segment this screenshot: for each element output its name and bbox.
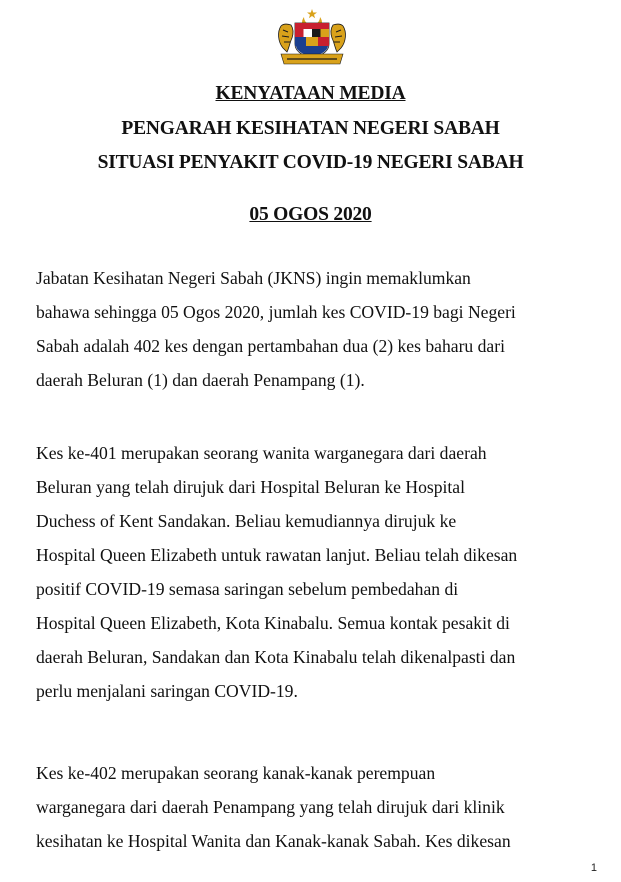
paragraph-line: Hospital Queen Elizabeth, Kota Kinabalu. Semua kontak pesakit di bbox=[36, 613, 510, 633]
paragraph-case-401 bbox=[36, 436, 586, 708]
subject-heading: SITUASI PENYAKIT COVID-19 NEGERI SABAH bbox=[97, 152, 524, 173]
paragraph-line: Beluran yang telah dirujuk dari Hospital Beluran ke Hospital bbox=[36, 477, 465, 497]
paragraph-line: positif COVID-19 semasa saringan sebelum pembedahan di bbox=[36, 579, 459, 599]
paragraph-line: Sabah adalah 402 kes dengan pertambahan dua (2) kes baharu dari bbox=[36, 336, 505, 356]
paragraph-line: Kes ke-402 merupakan seorang kanak-kanak perempuan bbox=[36, 763, 436, 783]
paragraph-line: warganegara dari daerah Penampang yang telah dirujuk dari klinik bbox=[36, 797, 505, 817]
paragraph-line: daerah Beluran, Sandakan dan Kota Kinabalu telah dikenalpasti dan bbox=[36, 647, 516, 667]
issuer-heading: PENGARAH KESIHATAN NEGERI SABAH bbox=[121, 118, 500, 139]
paragraph-case-402 bbox=[36, 756, 586, 858]
malaysia-coat-of-arms-icon bbox=[273, 8, 351, 66]
paragraph-line: kesihatan ke Hospital Wanita dan Kanak-kanak Sabah. Kes dikesan bbox=[36, 831, 511, 851]
paragraph-line: bahawa sehingga 05 Ogos 2020, jumlah kes COVID-19 bagi Negeri bbox=[36, 302, 516, 322]
paragraph-line: daerah Beluran (1) dan daerah Penampang (1). bbox=[36, 370, 365, 390]
paragraph-line: Kes ke-401 merupakan seorang wanita warganegara dari daerah bbox=[36, 443, 487, 463]
paragraph-line: perlu menjalani saringan COVID-19. bbox=[36, 681, 298, 701]
release-date: 05 OGOS 2020 bbox=[249, 204, 372, 225]
paragraph-line: Hospital Queen Elizabeth untuk rawatan lanjut. Beliau telah dikesan bbox=[36, 545, 518, 565]
release-type-heading: KENYATAAN MEDIA bbox=[215, 83, 406, 104]
paragraph-line: Jabatan Kesihatan Negeri Sabah (JKNS) ingin memaklumkan bbox=[36, 268, 471, 288]
paragraph-line: Duchess of Kent Sandakan. Beliau kemudiannya dirujuk ke bbox=[36, 511, 457, 531]
paragraph-summary bbox=[36, 261, 586, 397]
page-number: 1 bbox=[590, 862, 597, 874]
